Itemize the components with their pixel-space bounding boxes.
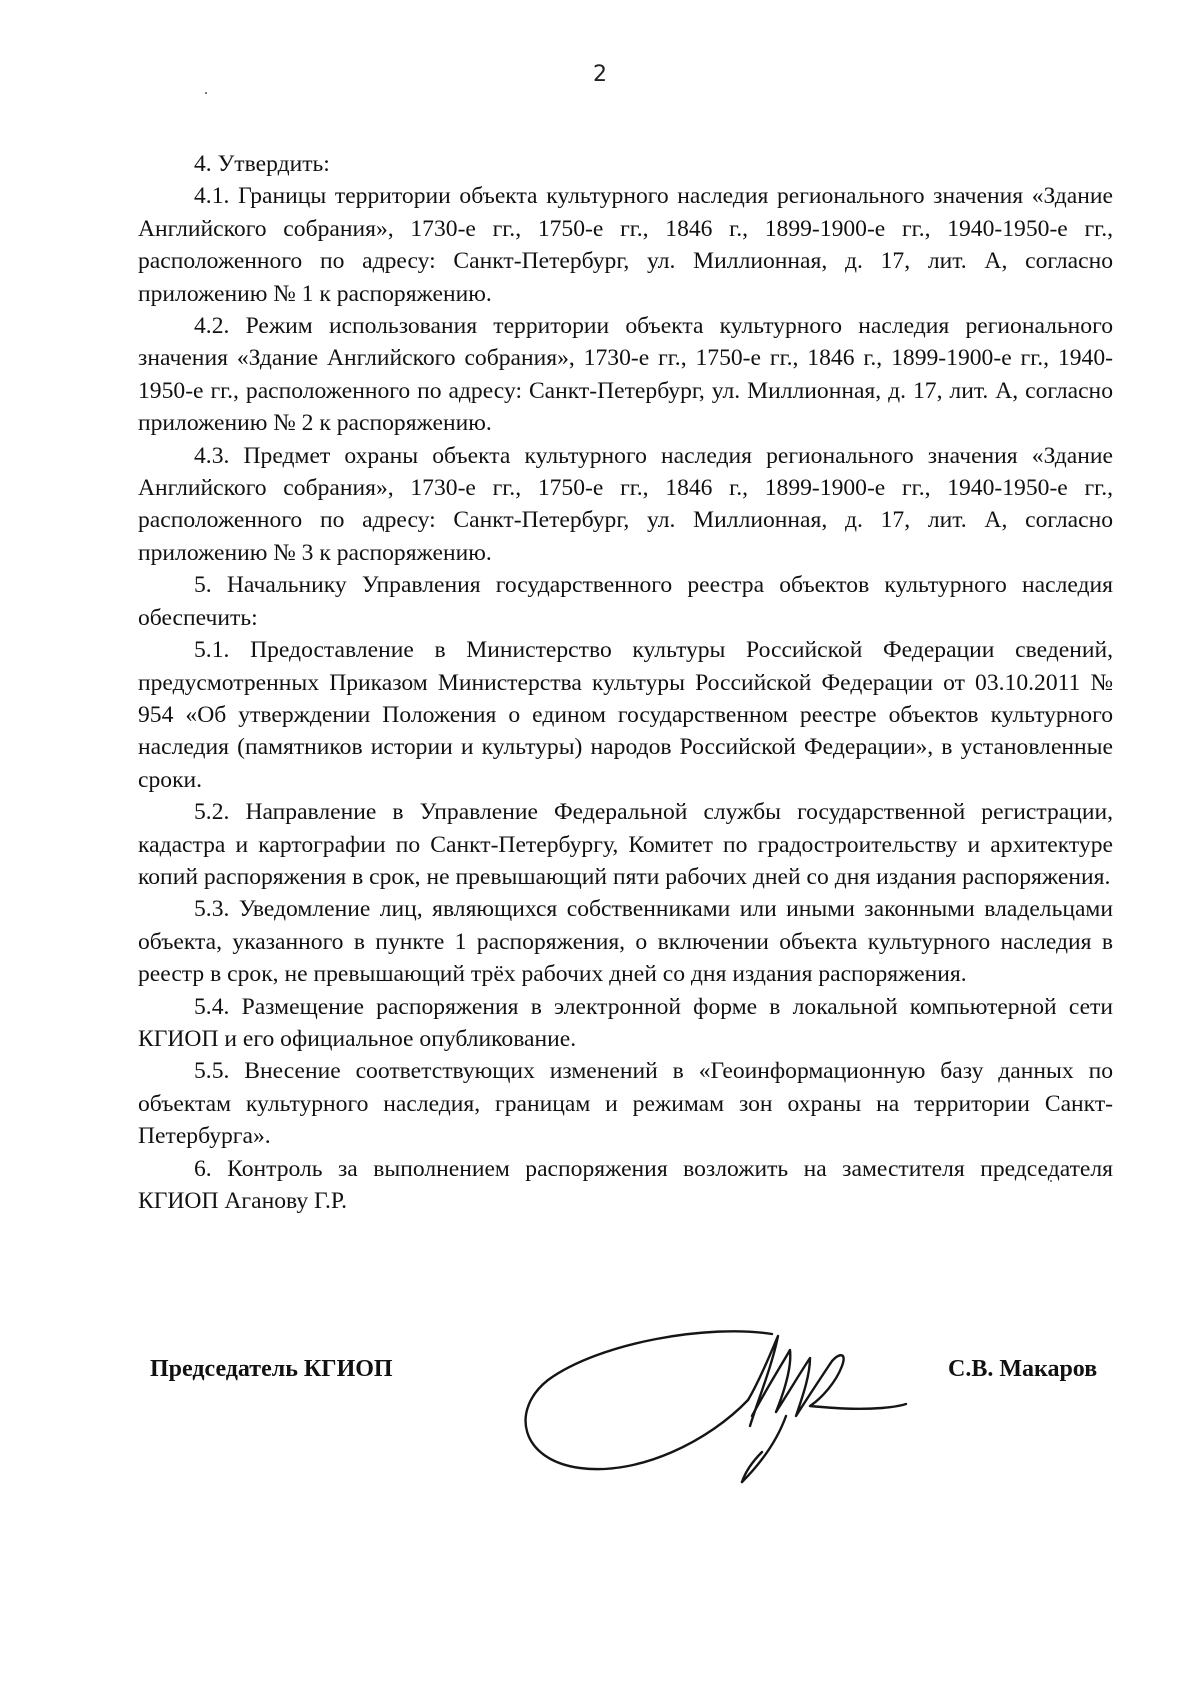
- clause-5-2: 5.2. Направление в Управление Федеральной службы государственной регистрации, кадастра и картографии по Санкт-Петербургу, Комитет по градостроительству и архитектуре копий распоряжения в срок, не превышающий пяти рабочих дней со дня издания распоряжения.: [138, 799, 1113, 890]
- clause-5-4: 5.4. Размещение распоряжения в электронной форме в локальной компьютерной сети КГИОП и его официальное опубликование.: [138, 993, 1113, 1052]
- clause-4-1: 4.1. Границы территории объекта культурного наследия регионального значения «Здание Английского собрания», 1730-е гг., 1750-е гг., 1846 г., 1899-1900-е гг., 1940-1950-е гг., расположенного по адресу: Санкт-Петербург, ул. Миллионная, д. 17, лит. А, согласно приложению № 1 к распоряжению.: [138, 183, 1113, 307]
- clause-5-5: 5.5. Внесение соответствующих изменений в «Геоинформационную базу данных по объектам культурного наследия, границам и режимам зон охраны на территории Санкт-Петербурга».: [138, 1058, 1113, 1150]
- clause-4-3: 4.3. Предмет охраны объекта культурного наследия регионального значения «Здание Английского собрания», 1730-е гг., 1750-е гг., 1846 г., 1899-1900-е гг., 1940-1950-е гг., расположенного по адресу: Санкт-Петербург, ул. Миллионная, д. 17, лит. А, согласно приложению № 3 к распоряжению.: [138, 442, 1113, 566]
- handwritten-signature-icon: [510, 1320, 930, 1485]
- clause-4-2: 4.2. Режим использования территории объекта культурного наследия регионального значения «Здание Английского собрания», 1730-е гг., 1750-е гг., 1846 г., 1899-1900-е гг., 1940-1950-е гг., расположенного по адресу: Санкт-Петербург, ул. Миллионная, д. 17, лит. А, согласно приложению № 2 к распоряжению.: [138, 313, 1113, 437]
- clause-5-1: 5.1. Предоставление в Министерство культуры Российской Федерации сведений, предусмотренных Приказом Министерства культуры Российской Федерации от 03.10.2011 № 954 «Об утверждении Положения о едином государственном реестре объектов культурного наследия (памятников истории и культуры) народов Российской Федерации», в установленные сроки.: [138, 637, 1113, 793]
- signer-title: Председатель КГИОП: [150, 1356, 393, 1382]
- document-body: [138, 148, 1113, 1217]
- clause-5: 5. Начальнику Управления государственного реестра объектов культурного наследия обеспечить:: [138, 572, 1113, 631]
- signer-name: С.В. Макаров: [948, 1356, 1098, 1382]
- page-number: 2: [593, 62, 607, 87]
- signature-block: [0, 1320, 1200, 1480]
- clause-6: 6. Контроль за выполнением распоряжения возложить на заместителя председателя КГИОП Аганову Г.Р.: [138, 1155, 1113, 1214]
- scan-speck: [205, 92, 207, 94]
- clause-4: 4. Утвердить:: [194, 151, 330, 177]
- clause-5-3: 5.3. Уведомление лиц, являющихся собственниками или иными законными владельцами объекта, указанного в пункте 1 распоряжения, о включении объекта культурного наследия в реестр в срок, не превышающий трёх рабочих дней со дня издания распоряжения.: [138, 896, 1113, 988]
